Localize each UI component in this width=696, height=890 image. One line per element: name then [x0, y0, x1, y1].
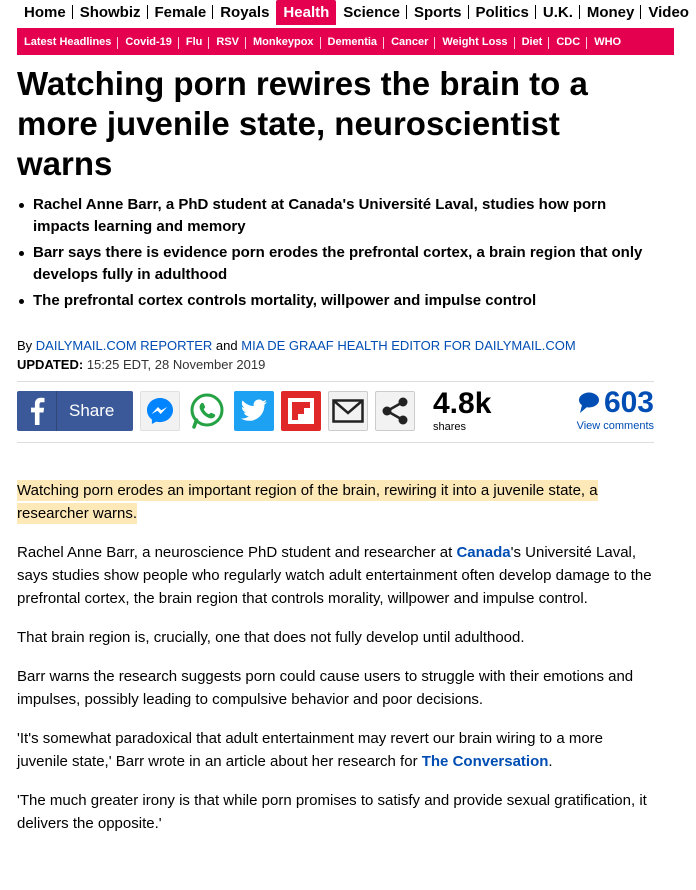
nav-item-money[interactable]: Money — [580, 0, 642, 25]
twitter-share-button[interactable] — [234, 391, 274, 431]
nav-item-science[interactable]: Science — [336, 0, 407, 25]
byline-by: By — [17, 338, 33, 353]
subnav-item-latest-headlines[interactable]: Latest Headlines — [17, 36, 118, 48]
facebook-share-button[interactable] — [17, 391, 133, 431]
article-lead-paragraph: Watching porn erodes an important region of the brain, rewiring it into a juvenile state, a researcher warns. — [17, 482, 598, 522]
nav-item-uk[interactable]: U.K. — [536, 0, 580, 25]
article-byline — [17, 336, 654, 374]
article-body — [17, 479, 657, 851]
paragraph-text: 's Université Laval, says studies show people who regularly watch adult entertainment often develop damage to the prefrontal cortex, the brain region that controls morality, willpower and impulse control. — [17, 544, 652, 607]
updated-label: UPDATED: — [17, 357, 84, 372]
subnav-item-rsv[interactable]: RSV — [209, 36, 246, 48]
subnav-item-cancer[interactable]: Cancer — [384, 36, 435, 48]
view-comments-label[interactable]: View comments — [576, 420, 654, 432]
flipboard-icon — [288, 398, 314, 424]
facebook-icon — [17, 391, 57, 431]
share-network-icon — [380, 396, 410, 426]
messenger-icon — [145, 396, 175, 426]
sub-nav — [17, 28, 674, 55]
article-paragraph — [17, 541, 657, 610]
facebook-share-label: Share — [69, 401, 115, 420]
byline-and: and — [215, 338, 238, 353]
nav-item-video[interactable]: Video — [648, 4, 689, 21]
top-nav — [17, 0, 689, 25]
twitter-icon — [240, 399, 268, 423]
summary-bullet: Rachel Anne Barr, a PhD student at Canada's Université Laval, studies how porn impacts learning and memory — [33, 194, 658, 238]
subnav-item-diet[interactable]: Diet — [515, 36, 550, 48]
nav-item-showbiz[interactable]: Showbiz — [73, 0, 148, 25]
subnav-item-monkeypox[interactable]: Monkeypox — [246, 36, 321, 48]
subnav-item-cdc[interactable]: CDC — [549, 36, 587, 48]
the-conversation-link[interactable]: The Conversation — [421, 753, 549, 770]
email-share-button[interactable] — [328, 391, 368, 431]
canada-topic-link[interactable]: Canada — [456, 544, 511, 561]
comments-link[interactable] — [577, 386, 654, 432]
comment-bubble-icon — [578, 392, 600, 414]
nav-item-politics[interactable]: Politics — [469, 0, 536, 25]
subnav-item-covid-19[interactable]: Covid-19 — [118, 36, 178, 48]
paragraph-text: . — [548, 753, 553, 770]
summary-bullet: The prefrontal cortex controls mortality, willpower and impulse control — [33, 290, 658, 312]
summary-bullet: Barr says there is evidence porn erodes the prefrontal cortex, a brain region that only develops fully in adulthood — [33, 242, 658, 286]
subnav-item-flu[interactable]: Flu — [179, 36, 210, 48]
nav-item-royals[interactable]: Royals — [220, 4, 270, 21]
nav-item-sports[interactable]: Sports — [407, 0, 469, 25]
whatsapp-share-button[interactable] — [187, 391, 227, 431]
subnav-item-weight-loss[interactable]: Weight Loss — [435, 36, 514, 48]
flipboard-share-button[interactable] — [281, 391, 321, 431]
share-count-value: 4.8k — [433, 387, 492, 420]
email-icon — [332, 399, 364, 423]
article-paragraph: That brain region is, crucially, one that does not fully develop until adulthood. — [17, 629, 525, 646]
author-link-reporter[interactable]: DAILYMAIL.COM REPORTER — [35, 338, 213, 353]
comment-count: 603 — [603, 386, 654, 419]
subnav-item-who[interactable]: WHO — [594, 35, 622, 48]
messenger-share-button[interactable] — [140, 391, 180, 431]
more-share-button[interactable] — [375, 391, 415, 431]
article-summary-bullets — [33, 194, 658, 316]
paragraph-text: Rachel Anne Barr, a neuroscience PhD student and researcher at — [17, 544, 457, 561]
subnav-item-dementia[interactable]: Dementia — [321, 36, 385, 48]
updated-timestamp: 15:25 EDT, 28 November 2019 — [86, 357, 266, 372]
nav-item-health[interactable]: Health — [276, 0, 336, 25]
nav-item-female[interactable]: Female — [148, 0, 214, 25]
paragraph-text: 'It's somewhat paradoxical that adult entertainment may revert our brain wiring to a more juvenile state,' Barr wrote in an article about her research for — [17, 730, 604, 770]
author-link-editor[interactable]: MIA DE GRAAF HEALTH EDITOR FOR DAILYMAIL.COM — [241, 338, 576, 353]
article-headline: Watching porn rewires the brain to a more juvenile state, neuroscientist warns — [17, 65, 588, 182]
share-count — [433, 387, 491, 433]
article-paragraph: Barr warns the research suggests porn could cause users to struggle with their emotions and impulses, possibly leading to compulsive behavior and poor decisions. — [17, 668, 634, 708]
article-paragraph: 'The much greater irony is that while porn promises to satisfy and provide sexual gratification, it delivers the opposite.' — [17, 792, 647, 832]
share-count-label: shares — [433, 421, 467, 433]
whatsapp-icon — [188, 392, 226, 430]
nav-item-home[interactable]: Home — [17, 0, 73, 25]
share-bar — [17, 381, 654, 443]
article-paragraph — [17, 727, 657, 773]
